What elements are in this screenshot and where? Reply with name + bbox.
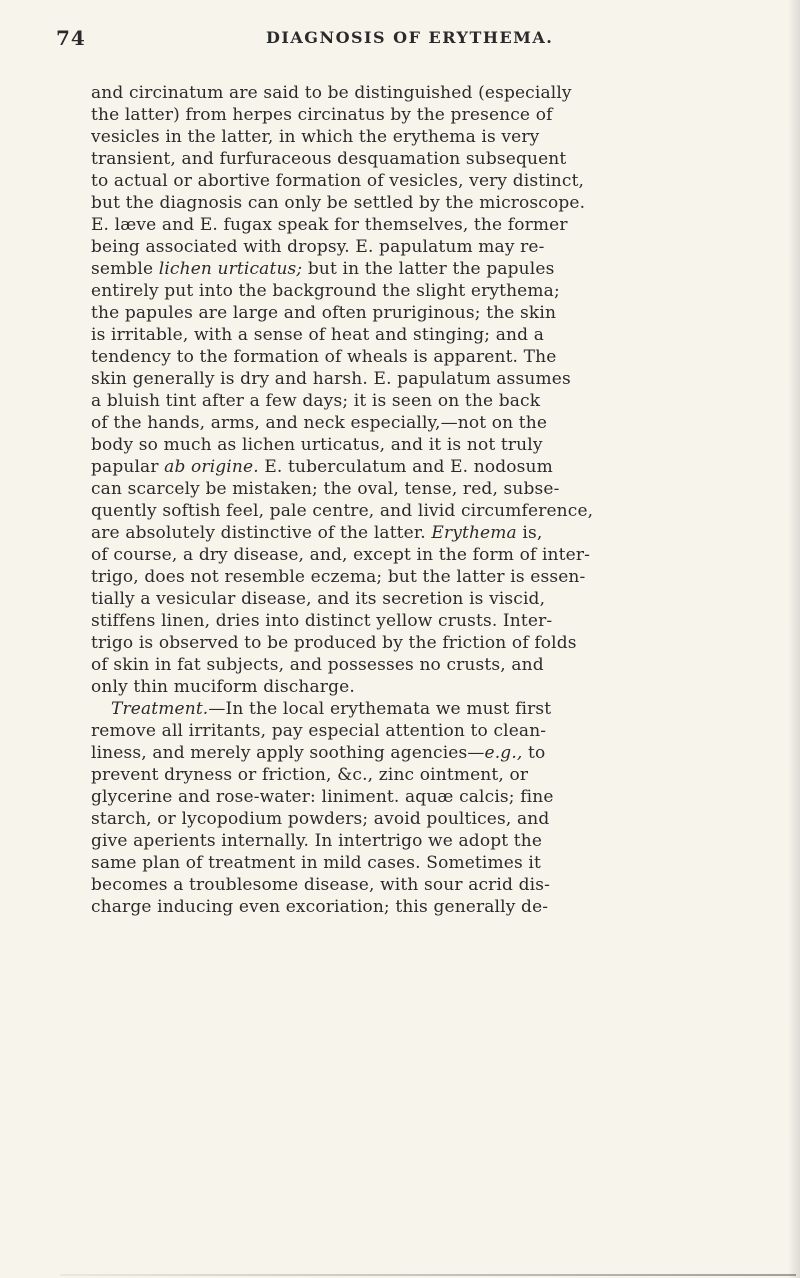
text-line: the latter) from herpes circinatus by the presence of (91, 105, 553, 125)
text-line: charge inducing even excoriation; this generally de- (91, 897, 549, 917)
page-bottom-edge (60, 1274, 796, 1276)
text-line: are absolutely distinctive of the latter. Erythema is, (91, 523, 543, 543)
text-line: quently softish feel, pale centre, and livid circumference, (91, 501, 594, 521)
text-line: vesicles in the latter, in which the erythema is very (91, 127, 540, 147)
text-line: only thin muciform discharge. (91, 677, 355, 697)
text-line: transient, and furfuraceous desquamation subsequent (91, 149, 567, 169)
text-line: and circinatum are said to be distinguished (especially (91, 83, 572, 103)
text-line: papular ab origine. E. tuberculatum and E. nodosum (91, 457, 553, 477)
text-line: of course, a dry disease, and, except in the form of inter- (91, 545, 591, 565)
text-line: skin generally is dry and harsh. E. papulatum assumes (91, 369, 571, 389)
text-line: a bluish tint after a few days; it is seen on the back (91, 391, 541, 411)
text-line: same plan of treatment in mild cases. Sometimes it (91, 853, 541, 873)
text-line: to actual or abortive formation of vesicles, very distinct, (91, 171, 585, 191)
text-line: starch, or lycopodium powders; avoid poultices, and (91, 809, 550, 829)
text-line: tendency to the formation of wheals is apparent. The (91, 347, 557, 367)
text-line: tially a vesicular disease, and its secretion is viscid, (91, 589, 546, 609)
text-line: is irritable, with a sense of heat and stinging; and a (91, 325, 544, 345)
text-line: can scarcely be mistaken; the oval, tense, red, subse- (91, 479, 560, 499)
page-number: 74 (56, 26, 86, 50)
page-header (0, 26, 800, 56)
text-line: prevent dryness or friction, &c., zinc ointment, or (91, 765, 529, 785)
text-line: E. læve and E. fugax speak for themselves, the former (91, 215, 568, 235)
text-line: of skin in fat subjects, and possesses no crusts, and (91, 655, 544, 675)
running-head: DIAGNOSIS OF ERYTHEMA. (266, 28, 554, 47)
text-line: semble lichen urticatus; but in the latter the papules (91, 259, 555, 279)
text-line: remove all irritants, pay especial attention to clean- (91, 721, 547, 741)
text-line: trigo is observed to be produced by the friction of folds (91, 633, 577, 653)
text-line: give aperients internally. In intertrigo we adopt the (91, 831, 543, 851)
text-line: stiffens linen, dries into distinct yellow crusts. Inter- (91, 611, 553, 631)
body-text (91, 82, 791, 918)
text-line: of the hands, arms, and neck especially,—not on the (91, 413, 548, 433)
text-line: but the diagnosis can only be settled by the microscope. (91, 193, 586, 213)
text-line: being associated with dropsy. E. papulatum may re- (91, 237, 545, 257)
text-line: becomes a troublesome disease, with sour acrid dis- (91, 875, 550, 895)
text-line: liness, and merely apply soothing agencies—e.g., to (91, 743, 546, 763)
treatment-paragraph-start: Treatment.—In the local erythemata we must first (111, 699, 552, 719)
text-line: trigo, does not resemble eczema; but the latter is essen- (91, 567, 586, 587)
text-line: body so much as lichen urticatus, and it is not truly (91, 435, 543, 455)
text-line: glycerine and rose-water: liniment. aquæ calcis; fine (91, 787, 554, 807)
page-edge-shadow (788, 0, 800, 1278)
text-line: entirely put into the background the slight erythema; (91, 281, 560, 301)
text-line: the papules are large and often pruriginous; the skin (91, 303, 557, 323)
